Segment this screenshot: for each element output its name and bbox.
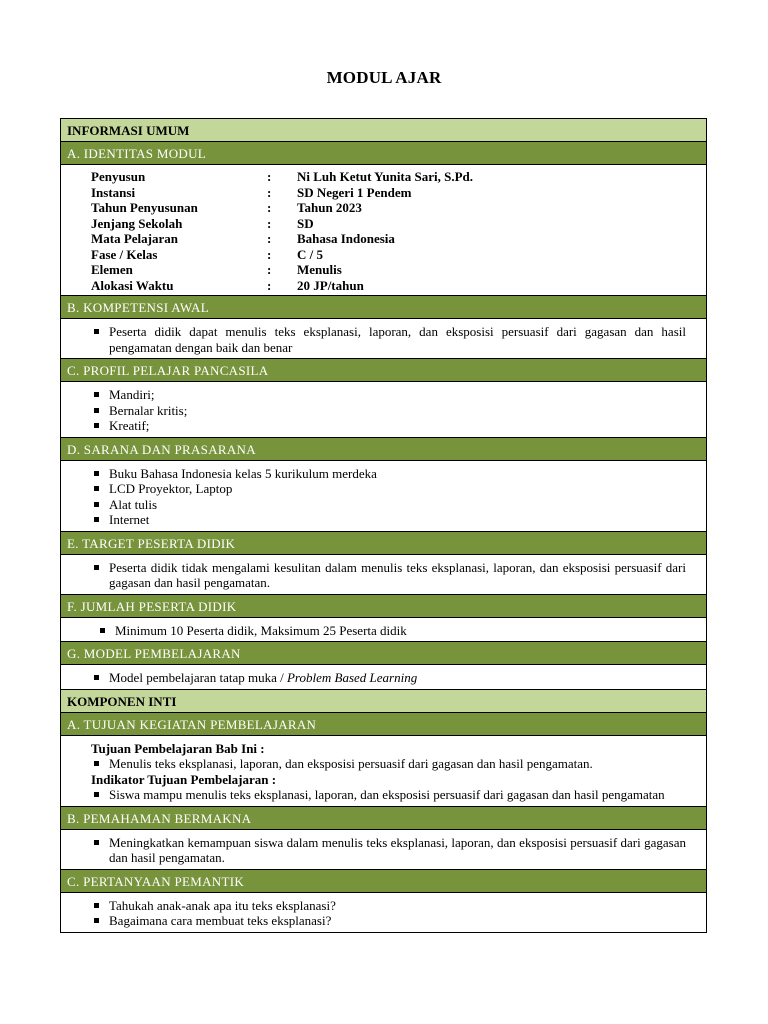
identitas-label: Instansi: [91, 184, 136, 200]
identitas-row: [91, 200, 686, 216]
identitas-colon: :: [267, 262, 272, 277]
header-identitas-modul: A. IDENTITAS MODUL: [61, 142, 706, 165]
identitas-label: Fase / Kelas: [91, 246, 158, 262]
header-informasi-umum: INFORMASI UMUM: [61, 119, 706, 142]
identitas-colon: :: [267, 231, 272, 246]
kompetensi-list: [91, 324, 686, 355]
header-target-peserta: E. TARGET PESERTA DIDIK: [61, 532, 706, 555]
model-content: [61, 665, 706, 690]
pertanyaan-content: [61, 893, 706, 933]
identitas-label: Mata Pelajaran: [91, 231, 179, 246]
profil-list: [91, 387, 686, 434]
identitas-colon: :: [267, 277, 272, 293]
list-item: Meningkatkan kemampuan siswa dalam menulis teks eksplanasi, laporan, dan eksposisi persuasif dari gagasan dan hasil pengamatan.: [91, 835, 686, 866]
list-item: Peserta didik tidak mengalami kesulitan dalam menulis teks eksplanasi, laporan, dan eksposisi persuasif dari gagasan dan hasil pengamatan.: [91, 560, 686, 591]
identitas-row: [91, 169, 686, 185]
identitas-value: Ni Luh Ketut Yunita Sari, S.Pd.: [297, 169, 474, 184]
tujuan-content: [61, 736, 706, 807]
identitas-row: [91, 262, 686, 278]
list-item: Internet: [91, 512, 686, 528]
identitas-colon: :: [267, 184, 272, 200]
list-item: Buku Bahasa Indonesia kelas 5 kurikulum merdeka: [91, 466, 686, 482]
identitas-row: [91, 231, 686, 247]
identitas-colon: :: [267, 246, 272, 262]
list-item: [91, 670, 686, 686]
jumlah-content: [61, 618, 706, 643]
list-item: Tahukah anak-anak apa itu teks eksplanasi?: [91, 898, 686, 914]
identitas-label: Jenjang Sekolah: [91, 215, 183, 231]
pemahaman-list: [91, 835, 686, 866]
header-model-pembelajaran: G. MODEL PEMBELAJARAN: [61, 642, 706, 665]
identitas-value: Tahun 2023: [297, 200, 362, 215]
identitas-colon: :: [267, 169, 272, 184]
list-item: Bagaimana cara membuat teks eksplanasi?: [91, 913, 686, 929]
pemahaman-content: [61, 830, 706, 870]
identitas-row: [91, 216, 686, 232]
header-tujuan-kegiatan: A. TUJUAN KEGIATAN PEMBELAJARAN: [61, 713, 706, 736]
header-komponen-inti: KOMPONEN INTI: [61, 690, 706, 713]
list-item: Siswa mampu menulis teks eksplanasi, laporan, dan eksposisi persuasif dari gagasan dan hasil pengamatan: [91, 787, 686, 803]
identitas-value: Bahasa Indonesia: [297, 231, 395, 246]
target-content: [61, 555, 706, 595]
sarana-list: [91, 466, 686, 528]
identitas-label: Tahun Penyusunan: [91, 200, 198, 215]
sarana-content: [61, 461, 706, 532]
profil-content: [61, 382, 706, 438]
identitas-colon: :: [267, 215, 272, 231]
identitas-row: [91, 247, 686, 263]
list-item: Alat tulis: [91, 497, 686, 513]
document-title: MODUL AJAR: [326, 68, 442, 87]
identitas-list: [91, 169, 686, 293]
pertanyaan-list: [91, 898, 686, 929]
header-pemahaman-bermakna: B. PEMAHAMAN BERMAKNA: [61, 807, 706, 830]
identitas-row: [91, 278, 686, 294]
tujuan-list-1: [91, 756, 686, 772]
list-item: Kreatif;: [91, 418, 686, 434]
tujuan-subheading-2: Indikator Tujuan Pembelajaran :: [91, 771, 277, 787]
list-item: LCD Proyektor, Laptop: [91, 481, 686, 497]
identitas-label: Penyusun: [91, 169, 146, 184]
identitas-value: Menulis: [297, 262, 342, 277]
identitas-label: Alokasi Waktu: [91, 277, 174, 293]
list-item: Minimum 10 Peserta didik, Maksimum 25 Peserta didik: [97, 623, 686, 639]
identitas-colon: :: [267, 200, 272, 215]
tujuan-subheading-1: Tujuan Pembelajaran Bab Ini :: [91, 740, 265, 756]
model-prefix: Model pembelajaran tatap muka /: [109, 670, 287, 685]
target-list: [91, 560, 686, 591]
header-jumlah-peserta: F. JUMLAH PESERTA DIDIK: [61, 595, 706, 618]
model-italic: Problem Based Learning: [286, 670, 418, 685]
identitas-value: SD: [297, 215, 314, 231]
identitas-value: C / 5: [297, 246, 323, 262]
module-table: [60, 118, 707, 933]
identitas-label: Elemen: [91, 262, 133, 277]
jumlah-list: [91, 623, 686, 639]
list-item: Peserta didik dapat menulis teks eksplanasi, laporan, dan eksposisi persuasif dari gagasan dan hasil pengamatan dengan baik dan benar: [91, 324, 686, 355]
header-kompetensi-awal: B. KOMPETENSI AWAL: [61, 296, 706, 319]
list-item: Bernalar kritis;: [91, 403, 686, 419]
list-item: Mandiri;: [91, 387, 686, 403]
identitas-value: 20 JP/tahun: [297, 277, 364, 293]
header-profil-pancasila: C. PROFIL PELAJAR PANCASILA: [61, 359, 706, 382]
identitas-row: [91, 185, 686, 201]
list-item: Menulis teks eksplanasi, laporan, dan eksposisi persuasif dari gagasan dan hasil pengamatan.: [91, 756, 686, 772]
identitas-value: SD Negeri 1 Pendem: [297, 184, 412, 200]
tujuan-list-2: [91, 787, 686, 803]
kompetensi-content: [61, 319, 706, 359]
header-pertanyaan-pemantik: C. PERTANYAAN PEMANTIK: [61, 870, 706, 893]
header-sarana-prasarana: D. SARANA DAN PRASARANA: [61, 438, 706, 461]
model-list: [91, 670, 686, 686]
identitas-content: [61, 165, 706, 296]
